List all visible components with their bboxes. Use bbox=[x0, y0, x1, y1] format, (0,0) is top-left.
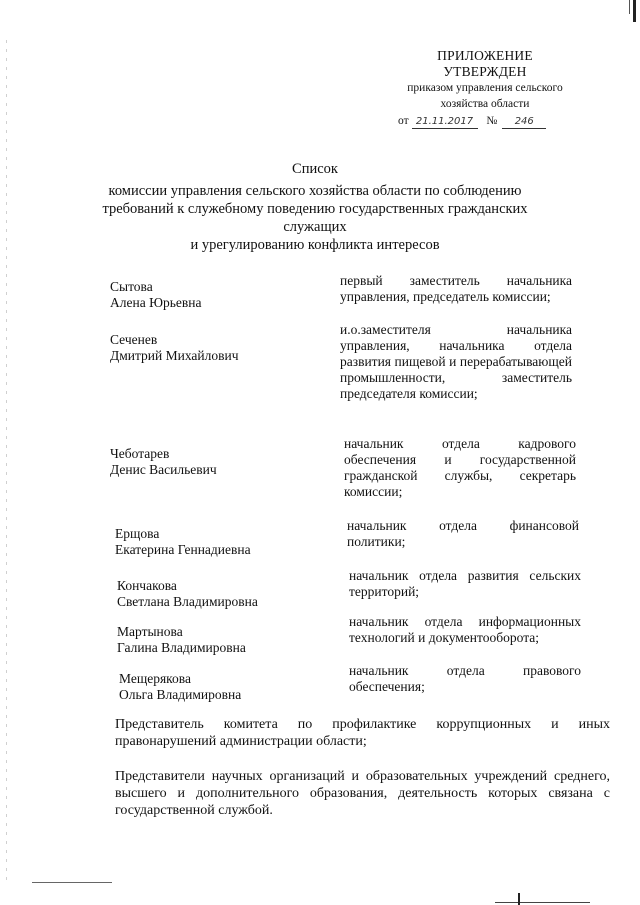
handwritten-date: 21.11.2017 bbox=[412, 116, 478, 129]
scan-edge-artifact bbox=[495, 902, 590, 903]
number-label: № bbox=[486, 115, 498, 127]
order-line-1: приказом управления сельского bbox=[407, 82, 563, 94]
scientific-representatives-paragraph: Представители научных организаций и образовательных учреждений среднего, высшего и дополнительного образования, деятельность которых связана с государственной службой. bbox=[115, 769, 610, 818]
title-line-4: и урегулированию конфликта интересов bbox=[190, 237, 440, 253]
scan-edge-artifact bbox=[629, 0, 630, 14]
member-name bbox=[110, 446, 310, 478]
member-surname: Мещерякова bbox=[119, 671, 191, 686]
member-role: и.о.заместителя начальника управления, начальника отдела развития пищевой и перерабатывающей промышленности, заместитель председателя комиссии; bbox=[340, 322, 572, 401]
document-title bbox=[100, 160, 530, 254]
member-row bbox=[115, 518, 585, 562]
scan-edge-artifact bbox=[633, 0, 636, 22]
handwritten-number: 246 bbox=[502, 116, 546, 129]
appendix-label: ПРИЛОЖЕНИЕ bbox=[437, 48, 533, 63]
order-date-number-line bbox=[380, 113, 590, 129]
member-name bbox=[110, 332, 310, 364]
scan-edge-artifact bbox=[6, 40, 7, 880]
scan-edge-artifact bbox=[32, 882, 112, 883]
member-surname: Ерщова bbox=[115, 526, 160, 541]
member-row bbox=[110, 322, 580, 422]
member-role: начальник отдела развития сельских территорий; bbox=[349, 568, 581, 599]
member-surname: Мартынова bbox=[117, 624, 183, 639]
member-surname: Кончакова bbox=[117, 578, 177, 593]
member-given-names: Галина Владимировна bbox=[117, 640, 246, 655]
title-line-1: Список bbox=[292, 161, 338, 177]
member-row bbox=[117, 568, 587, 614]
member-given-names: Денис Васильевич bbox=[110, 462, 217, 477]
title-line-2: комиссии управления сельского хозяйства области по соблюдению bbox=[108, 183, 522, 199]
member-surname: Чеботарев bbox=[110, 446, 170, 461]
member-row bbox=[110, 436, 580, 516]
member-row bbox=[117, 614, 587, 660]
member-name bbox=[117, 578, 317, 610]
member-row bbox=[119, 663, 589, 707]
member-given-names: Светлана Владимировна bbox=[117, 594, 258, 609]
scan-edge-artifact bbox=[518, 893, 520, 905]
member-row bbox=[110, 273, 580, 315]
member-role: начальник отдела финансовой политики; bbox=[347, 518, 579, 549]
approved-label: УТВЕРЖДЕН bbox=[443, 64, 527, 79]
title-line-3: требований к служебному поведению государственных гражданских служащих bbox=[102, 201, 528, 235]
committee-representative-paragraph: Представитель комитета по профилактике коррупционных и иных правонарушений администрации области; bbox=[115, 717, 610, 749]
from-label: от bbox=[398, 115, 409, 127]
member-name bbox=[110, 279, 310, 311]
member-surname: Сытова bbox=[110, 279, 153, 294]
member-role: начальник отдела правового обеспечения; bbox=[349, 663, 581, 694]
member-given-names: Алена Юрьевна bbox=[110, 295, 202, 310]
member-given-names: Екатерина Геннадиевна bbox=[115, 542, 251, 557]
member-given-names: Дмитрий Михайлович bbox=[110, 348, 239, 363]
member-name bbox=[119, 671, 319, 703]
member-name bbox=[115, 526, 315, 558]
member-role: первый заместитель начальника управления, председатель комиссии; bbox=[340, 273, 572, 304]
order-line-2: хозяйства области bbox=[440, 98, 530, 110]
member-name bbox=[117, 624, 317, 656]
member-given-names: Ольга Владимировна bbox=[119, 687, 242, 702]
approval-header bbox=[380, 48, 590, 129]
member-role: начальник отдела информационных технологий и документооборота; bbox=[349, 614, 581, 645]
member-surname: Сеченев bbox=[110, 332, 158, 347]
member-role: начальник отдела кадрового обеспечения и государственной гражданской службы, секретарь комиссии; bbox=[344, 436, 576, 499]
